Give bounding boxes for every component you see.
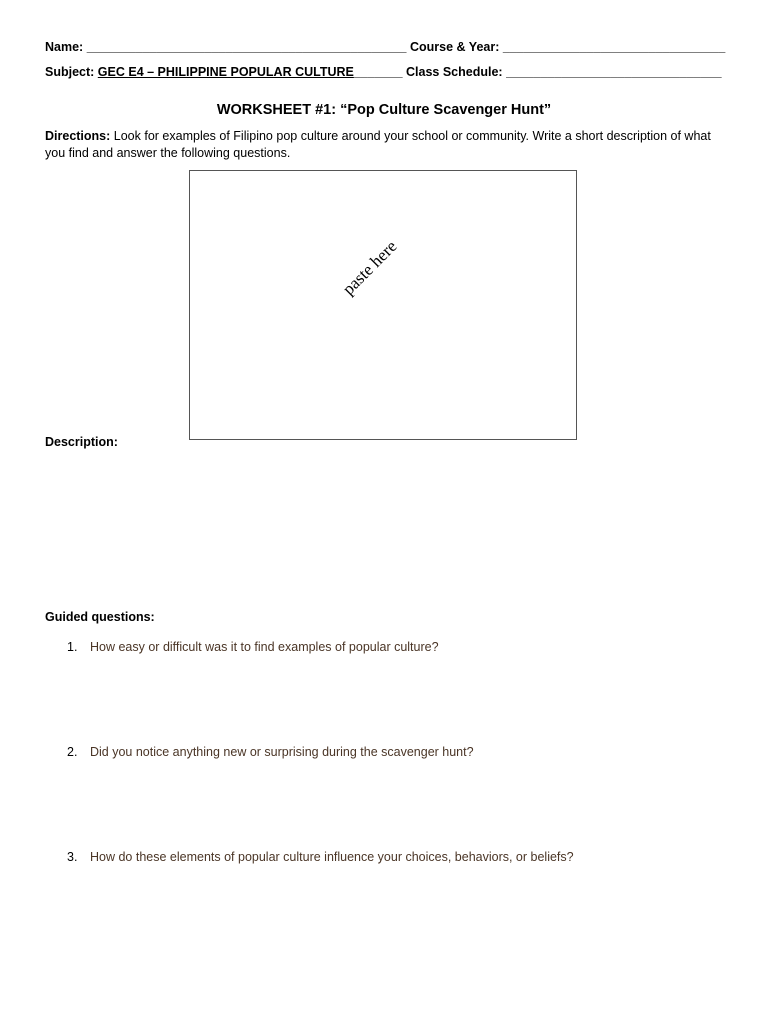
paste-box[interactable] — [189, 170, 577, 440]
question-number: 3. — [67, 850, 78, 864]
question-number: 2. — [67, 745, 78, 759]
worksheet-title: WORKSHEET #1: “Pop Culture Scavenger Hunt” — [216, 102, 552, 118]
subject-schedule-line — [45, 65, 722, 79]
name-blank[interactable]: ______________________________________________ — [86, 40, 407, 54]
schedule-blank[interactable]: _______________________________ — [506, 65, 722, 79]
guided-questions-label: Guided questions: — [45, 610, 155, 624]
paste-here-text: paste here — [338, 236, 401, 299]
question-1 — [67, 640, 439, 654]
course-label: Course & Year: — [409, 40, 500, 54]
course-blank[interactable]: ________________________________ — [502, 40, 726, 54]
question-3 — [67, 850, 574, 864]
directions — [45, 128, 725, 162]
name-course-line — [45, 40, 725, 54]
subject-blank[interactable]: _______ — [353, 65, 403, 79]
directions-text: Look for examples of Filipino pop culture around your school or community. Write a short description of what you find and answer the following questions. — [45, 129, 711, 160]
subject-label: Subject: — [45, 65, 95, 79]
question-number: 1. — [67, 640, 78, 654]
description-label: Description: — [45, 435, 118, 449]
subject-value: GEC E4 – PHILIPPINE POPULAR CULTURE — [97, 65, 354, 79]
schedule-label: Class Schedule: — [406, 65, 503, 79]
question-text: How do these elements of popular culture influence your choices, behaviors, or beliefs? — [90, 850, 574, 864]
directions-label: Directions: — [45, 129, 111, 143]
question-text: Did you notice anything new or surprising during the scavenger hunt? — [90, 745, 474, 759]
question-2 — [67, 745, 474, 759]
name-label: Name: — [45, 40, 84, 54]
question-text: How easy or difficult was it to find examples of popular culture? — [90, 640, 439, 654]
